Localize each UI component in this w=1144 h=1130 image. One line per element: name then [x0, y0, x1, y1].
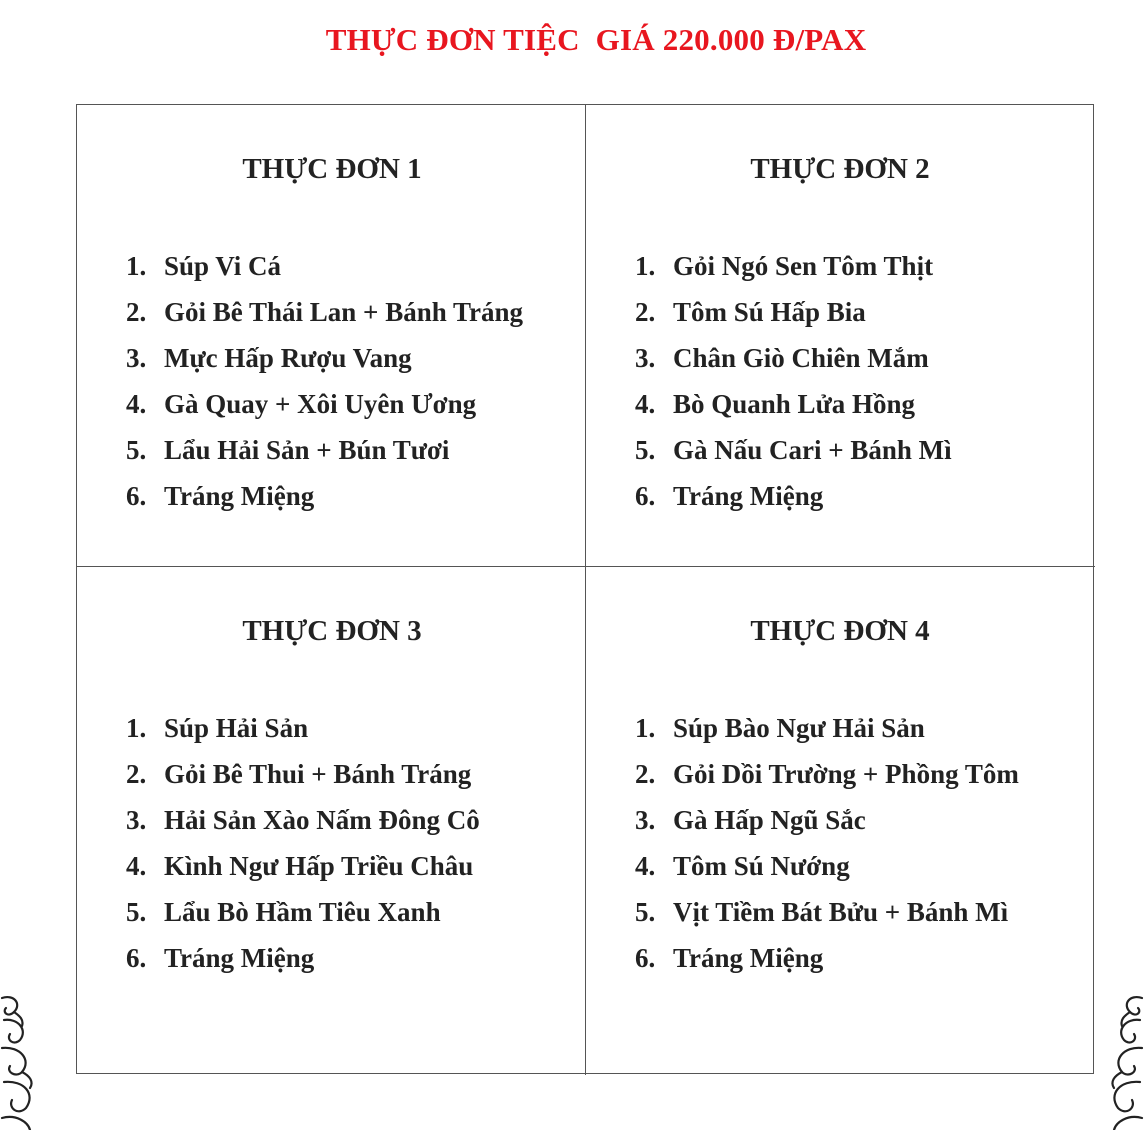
dish-number: 5.	[635, 897, 656, 927]
dish-number: 1.	[635, 713, 656, 743]
menu-card-1	[77, 105, 586, 567]
dish-name: Vịt Tiềm Bát Bửu + Bánh Mì	[673, 897, 1009, 927]
dish-name: Gỏi Bê Thui + Bánh Tráng	[164, 759, 472, 789]
dish-item	[635, 381, 952, 427]
dish-number: 2.	[635, 759, 656, 789]
dish-name: Kình Ngư Hấp Triều Châu	[164, 851, 474, 881]
dish-list	[635, 705, 1019, 981]
dish-number: 5.	[126, 897, 147, 927]
dish-number: 6.	[126, 943, 147, 973]
dish-number: 6.	[635, 481, 656, 511]
dish-name: Tráng Miệng	[164, 481, 315, 511]
dish-number: 4.	[635, 851, 656, 881]
dish-name: Tráng Miệng	[673, 943, 824, 973]
dish-name: Gỏi Dồi Trường + Phồng Tôm	[673, 759, 1019, 789]
dish-item	[635, 843, 1019, 889]
dish-name: Gỏi Ngó Sen Tôm Thịt	[673, 251, 934, 281]
dish-item	[635, 473, 952, 519]
dish-item	[635, 427, 952, 473]
dish-number: 6.	[635, 943, 656, 973]
dish-number: 1.	[126, 713, 147, 743]
dish-name: Súp Vi Cá	[164, 251, 282, 281]
dish-number: 3.	[126, 343, 147, 373]
dish-number: 4.	[126, 851, 147, 881]
dish-number: 5.	[635, 435, 656, 465]
dish-item	[126, 381, 523, 427]
dish-number: 2.	[126, 297, 147, 327]
dish-number: 3.	[126, 805, 147, 835]
floral-ornament-icon	[1100, 990, 1144, 1130]
dish-name: Tôm Sú Hấp Bia	[673, 297, 866, 327]
dish-item	[635, 335, 952, 381]
dish-name: Gà Hấp Ngũ Sắc	[673, 805, 866, 835]
dish-item	[635, 705, 1019, 751]
menu-heading: THỰC ĐƠN 4	[750, 615, 930, 647]
dish-number: 1.	[126, 251, 147, 281]
dish-item	[126, 705, 480, 751]
dish-item	[126, 335, 523, 381]
dish-name: Gà Nấu Cari + Bánh Mì	[673, 435, 952, 465]
dish-list	[635, 243, 952, 519]
dish-item	[126, 289, 523, 335]
dish-name: Tráng Miệng	[673, 481, 824, 511]
dish-item	[126, 889, 480, 935]
page-title: THỰC ĐƠN TIỆC GIÁ 220.000 Đ/PAX	[325, 22, 867, 57]
menu-card-2	[586, 105, 1095, 567]
dish-number: 4.	[635, 389, 656, 419]
dish-name: Tôm Sú Nướng	[673, 851, 850, 881]
dish-name: Súp Bào Ngư Hải Sản	[673, 713, 925, 743]
dish-name: Hải Sản Xào Nấm Đông Cô	[164, 805, 480, 835]
menu-card-3	[77, 567, 586, 1075]
dish-item	[126, 751, 480, 797]
menu-grid	[76, 104, 1094, 1074]
dish-number: 6.	[126, 481, 147, 511]
dish-name: Súp Hải Sản	[164, 713, 309, 743]
dish-item	[126, 843, 480, 889]
dish-number: 3.	[635, 343, 656, 373]
dish-item	[635, 289, 952, 335]
dish-number: 2.	[126, 759, 147, 789]
dish-item	[635, 751, 1019, 797]
dish-item	[635, 243, 952, 289]
menu-heading: THỰC ĐƠN 3	[242, 615, 422, 647]
dish-number: 5.	[126, 435, 147, 465]
dish-number: 3.	[635, 805, 656, 835]
dish-item	[126, 427, 523, 473]
menu-card-4	[586, 567, 1095, 1075]
dish-item	[126, 797, 480, 843]
dish-number: 1.	[635, 251, 656, 281]
dish-number: 4.	[126, 389, 147, 419]
dish-item	[126, 243, 523, 289]
dish-item	[126, 935, 480, 981]
dish-number: 2.	[635, 297, 656, 327]
dish-name: Bò Quanh Lửa Hồng	[673, 389, 916, 419]
dish-item	[635, 797, 1019, 843]
dish-item	[635, 889, 1019, 935]
dish-name: Mực Hấp Rượu Vang	[164, 343, 412, 373]
dish-name: Lẩu Bò Hầm Tiêu Xanh	[164, 897, 441, 927]
menu-heading: THỰC ĐƠN 2	[750, 153, 930, 185]
dish-name: Gà Quay + Xôi Uyên Ương	[164, 389, 477, 419]
dish-name: Chân Giò Chiên Mắm	[673, 343, 929, 373]
dish-item	[635, 935, 1019, 981]
dish-name: Tráng Miệng	[164, 943, 315, 973]
menu-heading: THỰC ĐƠN 1	[242, 153, 422, 185]
floral-ornament-icon	[0, 990, 44, 1130]
dish-name: Gỏi Bê Thái Lan + Bánh Tráng	[164, 297, 524, 327]
dish-name: Lẩu Hải Sản + Bún Tươi	[164, 435, 450, 465]
dish-list	[126, 705, 480, 981]
dish-item	[126, 473, 523, 519]
dish-list	[126, 243, 523, 519]
